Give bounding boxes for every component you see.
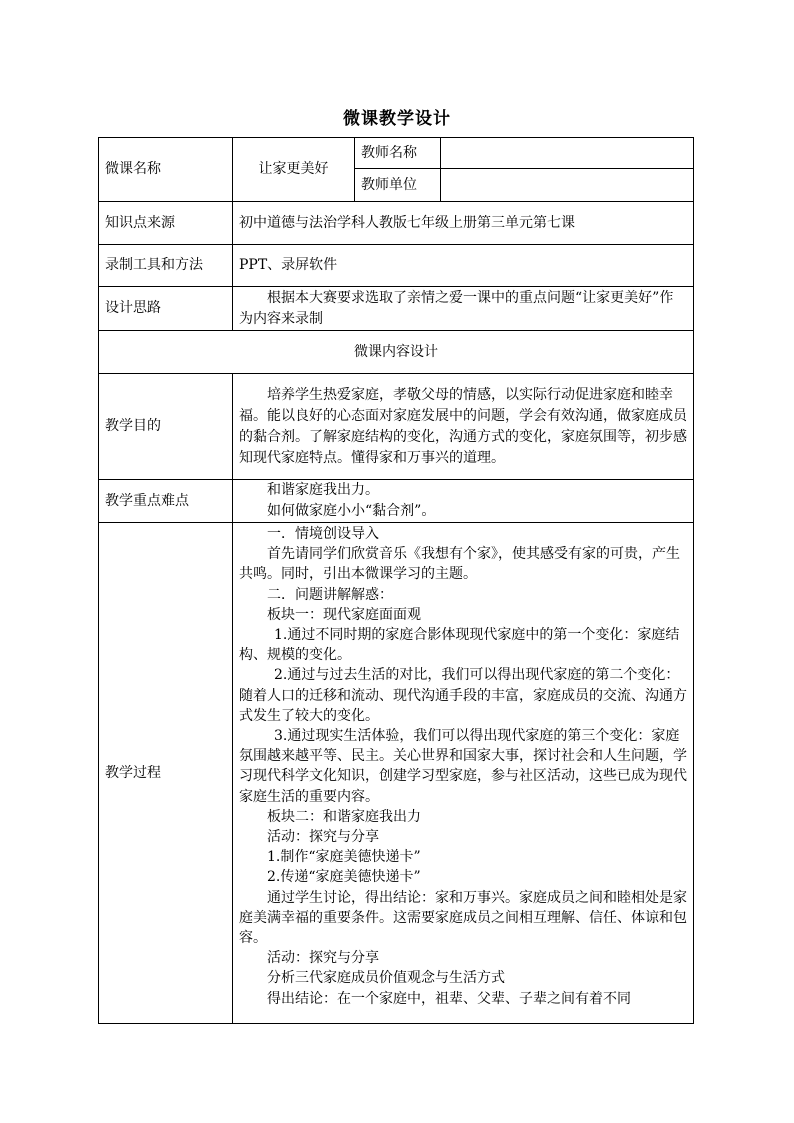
process-paragraph: 通过学生讨论，得出结论：家和万事兴。家庭成员之间和睦相处是家庭美满幸福的重要条件。这需要家庭成员之间相互理解、信任、体谅和包容。	[239, 889, 687, 947]
process-subheading: 板块一：现代家庭面面观	[267, 606, 421, 623]
process-heading: 二．问题讲解解惑：	[267, 586, 393, 603]
goal-label: 教学目的	[99, 374, 233, 480]
key-item: 和谐家庭我出力。	[267, 482, 379, 498]
goal-text: 培养学生热爱家庭，孝敬父母的情感，以实际行动促进家庭和睦幸福。能以良好的心态面对家庭发展中的问题，学会有效沟通，做家庭成员的黏合剂。了解家庭结构的变化，沟通方式的变化，家庭氛围等，初步感知现代家庭特点。懂得家和万事兴的道理。	[239, 386, 687, 466]
teacher-unit-value	[441, 169, 694, 202]
teacher-name-label: 教师名称	[355, 138, 441, 169]
teacher-name-value	[441, 138, 694, 169]
table-row	[99, 202, 694, 245]
process-paragraph: 首先请同学们欣赏音乐《我想有个家》，使其感受有家的可贵，产生共鸣。同时，引出本微课学习的主题。	[239, 546, 680, 583]
table-row	[99, 480, 694, 523]
process-paragraph: 得出结论：在一个家庭中，祖辈、父辈、子辈之间有着不同	[267, 990, 631, 1007]
idea-label: 设计思路	[99, 287, 233, 331]
process-cell	[233, 523, 694, 1024]
process-paragraph: 分析三代家庭成员价值观念与生活方式	[267, 970, 505, 987]
content-header: 微课内容设计	[99, 331, 694, 374]
course-name-value: 让家更美好	[233, 138, 355, 202]
tools-value: PPT、录屏软件	[233, 245, 694, 287]
idea-text: 根据本大赛要求选取了亲情之爱一课中的重点问题“让家更美好”作为内容来录制	[239, 289, 674, 327]
source-label: 知识点来源	[99, 202, 233, 245]
table-row	[99, 138, 694, 169]
process-paragraph: 2.通过与过去生活的对比，我们可以得出现代家庭的第二个变化：随着人口的迁移和流动、现代沟通手段的丰富，家庭成员的交流、沟通方式发生了较大的变化。	[239, 667, 687, 724]
process-heading: 一．情境创设导入	[267, 526, 379, 542]
process-activity: 活动：探究与分享	[267, 829, 379, 846]
process-label: 教学过程	[99, 523, 233, 1024]
source-value: 初中道德与法治学科人教版七年级上册第三单元第七课	[233, 202, 694, 245]
table-row	[99, 287, 694, 331]
key-label: 教学重点难点	[99, 480, 233, 523]
idea-cell	[233, 287, 694, 331]
key-item: 如何做家庭小小“黏合剂”。	[267, 503, 436, 519]
process-paragraph: 1.通过不同时期的家庭合影体现现代家庭中的第一个变化：家庭结构、规模的变化。	[239, 627, 680, 664]
table-row	[99, 245, 694, 287]
process-step: 1.制作“家庭美德快递卡”	[267, 849, 421, 866]
process-activity: 活动：探究与分享	[267, 950, 379, 967]
process-subheading: 板块二：和谐家庭我出力	[267, 808, 421, 825]
table-row	[99, 331, 694, 374]
key-cell	[233, 480, 694, 523]
process-step: 2.传递“家庭美德快递卡”	[267, 869, 421, 886]
lesson-design-table	[98, 137, 694, 1024]
tools-label: 录制工具和方法	[99, 245, 233, 287]
process-paragraph: 3.通过现实生活体验，我们可以得出现代家庭的第三个变化：家庭氛围越来越平等、民主。关心世界和国家大事，探讨社会和人生问题，学习现代科学文化知识，创建学习型家庭，参与社区活动，这些已成为现代家庭生活的重要内容。	[239, 728, 687, 805]
table-row	[99, 374, 694, 480]
teacher-unit-label: 教师单位	[355, 169, 441, 202]
table-row	[99, 523, 694, 1024]
goal-cell	[233, 374, 694, 480]
course-name-label: 微课名称	[99, 138, 233, 202]
page-title: 微课教学设计	[343, 109, 451, 129]
